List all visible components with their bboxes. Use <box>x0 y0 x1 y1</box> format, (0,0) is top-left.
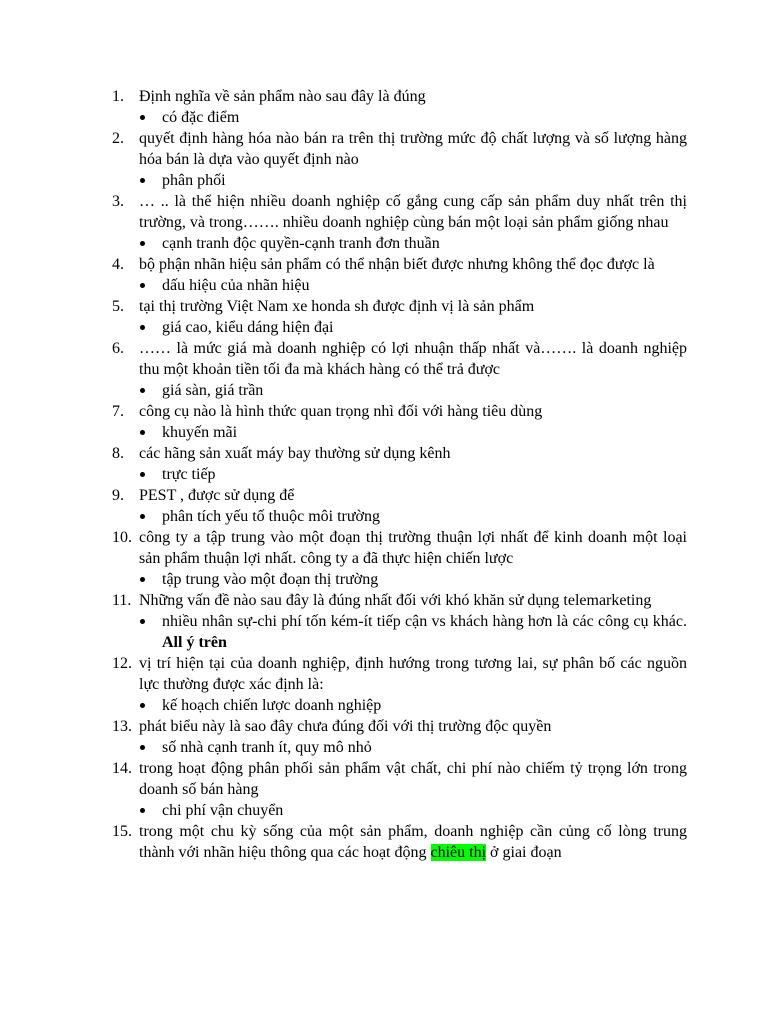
question-number: 10. <box>112 529 132 546</box>
question-item <box>112 716 687 758</box>
question-number: 4. <box>112 256 124 273</box>
question-number: 11. <box>112 592 132 609</box>
question-text: Những vấn đề nào sau đây là đúng nhất đối với khó khăn sử dụng telemarketing <box>139 592 652 609</box>
question-item <box>112 590 687 653</box>
answer-text-main: nhiều nhân sự-chi phí tốn kém-ít tiếp cận vs khách hàng hơn là các công cụ khác. <box>162 613 687 630</box>
highlighted-term: chiêu thị <box>430 844 487 861</box>
bullet-icon <box>112 611 162 632</box>
question-item <box>112 338 687 401</box>
question-number: 9. <box>112 487 124 504</box>
bullet-icon <box>112 506 162 527</box>
answer-text: kế hoạch chiến lược doanh nghiệp <box>162 697 382 714</box>
question-text: … .. là thể hiện nhiều doanh nghiệp cố gắng cung cấp sản phẩm duy nhất trên thị trường, và trong……. nhiều doanh nghiệp cùng bán một loại sản phẩm giống nhau <box>139 193 687 231</box>
question-number: 6. <box>112 340 124 357</box>
answer-text: chi phí vận chuyển <box>162 802 284 819</box>
question-item <box>112 86 687 128</box>
question-item <box>112 758 687 821</box>
answer-text: phân tích yếu tố thuộc môi trường <box>162 508 380 525</box>
bullet-icon <box>112 107 162 128</box>
answer-text: dấu hiệu của nhãn hiệu <box>162 277 310 294</box>
question-text: vị trí hiện tại của doanh nghiệp, định hướng trong tương lai, sự phân bố các nguồn lực thường được xác định là: <box>139 655 687 693</box>
bullet-icon <box>112 275 162 296</box>
question-text: bộ phận nhãn hiệu sản phẩm có thể nhận biết được nhưng không thể đọc được là <box>139 256 655 273</box>
question-text: Định nghĩa về sản phẩm nào sau đây là đúng <box>139 88 426 105</box>
question-number: 1. <box>112 88 124 105</box>
question-text: PEST , được sử dụng để <box>139 487 295 504</box>
question-text: công cụ nào là hình thức quan trọng nhì đối với hàng tiêu dùng <box>139 403 543 420</box>
question-text: trong hoạt động phân phối sản phẩm vật chất, chi phí nào chiếm tỷ trọng lớn trong doanh số bán hàng <box>139 760 687 798</box>
answer-text <box>162 611 687 653</box>
answer-text-bold: All ý trên <box>162 634 227 651</box>
answer-text: giá sàn, giá trần <box>162 382 264 399</box>
question-item <box>112 128 687 191</box>
bullet-icon <box>112 317 162 338</box>
question-item <box>112 401 687 443</box>
question-number: 5. <box>112 298 124 315</box>
question-item <box>112 527 687 590</box>
answer-text: phân phối <box>162 172 226 189</box>
question-item <box>112 296 687 338</box>
question-text-after: ở giai đoạn <box>486 844 562 861</box>
question-number: 7. <box>112 403 124 420</box>
question-number: 15. <box>112 823 132 840</box>
question-text <box>139 821 687 863</box>
bullet-icon <box>112 737 162 758</box>
question-text: phát biểu này là sao đây chưa đúng đối với thị trường độc quyền <box>139 718 552 735</box>
answer-text: cạnh tranh độc quyền-cạnh tranh đơn thuần <box>162 235 440 252</box>
bullet-icon <box>112 695 162 716</box>
question-item <box>112 191 687 254</box>
question-item <box>112 485 687 527</box>
answer-text: khuyến mãi <box>162 424 238 441</box>
answer-text: giá cao, kiểu dáng hiện đại <box>162 319 334 336</box>
bullet-icon <box>112 422 162 443</box>
bullet-icon <box>112 170 162 191</box>
question-number: 13. <box>112 718 132 735</box>
bullet-icon <box>112 569 162 590</box>
question-item <box>112 821 687 863</box>
question-number: 3. <box>112 193 124 210</box>
question-text: quyết định hàng hóa nào bán ra trên thị trường mức độ chất lượng và số lượng hàng hóa bán là dựa vào quyết định nào <box>139 130 687 168</box>
question-item <box>112 443 687 485</box>
bullet-icon <box>112 464 162 485</box>
question-list <box>112 86 687 863</box>
question-text: công ty a tập trung vào một đoạn thị trường thuận lợi nhất để kinh doanh một loại sản phẩm thuận lợi nhất. công ty a đã thực hiện chiến lược <box>139 529 687 567</box>
question-item <box>112 254 687 296</box>
question-text: …… là mức giá mà doanh nghiệp có lợi nhuận thấp nhất và……. là doanh nghiệp thu một khoản tiền tối đa mà khách hàng có thể trả được <box>139 340 687 378</box>
bullet-icon <box>112 380 162 401</box>
question-number: 8. <box>112 445 124 462</box>
question-text: các hãng sản xuất máy bay thường sử dụng kênh <box>139 445 451 462</box>
question-number: 12. <box>112 655 132 672</box>
question-text-before: trong một chu kỳ sống của một sản phẩm, doanh nghiệp cần củng cố lòng trung thành với nhãn hiệu thông qua các hoạt động <box>139 823 687 861</box>
answer-text: tập trung vào một đoạn thị trường <box>162 571 379 588</box>
question-item <box>112 653 687 716</box>
question-text: tại thị trường Việt Nam xe honda sh được định vị là sản phẩm <box>139 298 535 315</box>
answer-text: số nhà cạnh tranh ít, quy mô nhỏ <box>162 739 372 756</box>
answer-text: trực tiếp <box>162 466 216 483</box>
answer-text: có đặc điểm <box>162 109 240 126</box>
bullet-icon <box>112 233 162 254</box>
bullet-icon <box>112 800 162 821</box>
question-number: 14. <box>112 760 132 777</box>
question-number: 2. <box>112 130 124 147</box>
